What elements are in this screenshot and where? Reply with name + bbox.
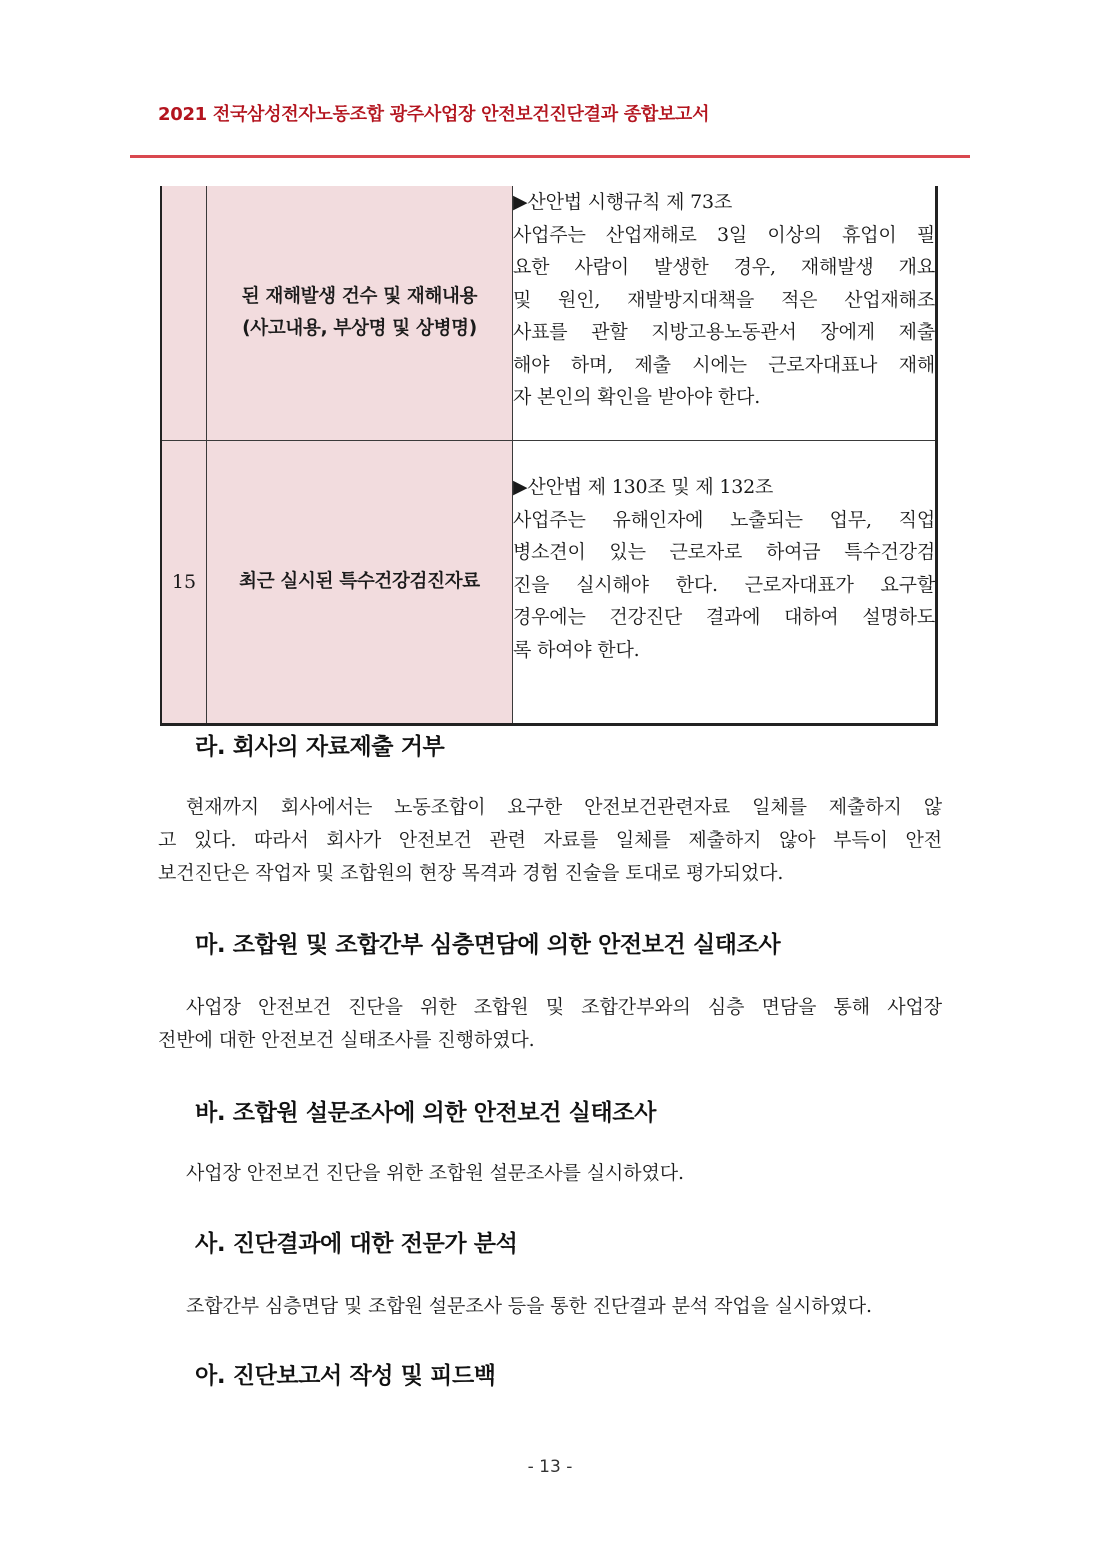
desc-line: 자 본인의 확인을 받아야 한다. (513, 386, 761, 408)
item-line: 된 재해발생 건수 및 재해내용 (241, 286, 478, 307)
row-description (513, 186, 937, 441)
section-heading: 아. 진단보고서 작성 및 피드백 (195, 1363, 496, 1389)
report-header-title: 2021 전국삼성전자노동조합 광주사업장 안전보건진단결과 종합보고서 (158, 104, 710, 125)
section-heading: 마. 조합원 및 조합간부 심층면담에 의한 안전보건 실태조사 (195, 932, 781, 958)
paragraph-line: 고 있다. 따라서 회사가 안전보건 관련 자료를 일체를 제출하지 않아 부득이 안전 (158, 829, 942, 851)
desc-line: 해야 하며, 제출 시에는 근로자대표나 재해 (513, 353, 935, 376)
desc-line: ▶산안법 시행규칙 제 73조 (513, 191, 733, 213)
page-number: - 13 - (527, 1457, 573, 1477)
row-description (513, 441, 937, 725)
paragraph-line: 보건진단은 작업자 및 조합원의 현장 목격과 경험 진술을 토대로 평가되었다. (158, 862, 784, 884)
desc-line: 사업주는 유해인자에 노출되는 업무, 직업 (513, 508, 935, 531)
header-divider (130, 155, 970, 158)
paragraph-line: 현재까지 회사에서는 노동조합이 요구한 안전보건관련자료 일체를 제출하지 않 (186, 796, 942, 818)
paragraph-line: 사업장 안전보건 진단을 위한 조합원 및 조합간부와의 심층 면담을 통해 사업장 (186, 996, 942, 1018)
section-paragraph (158, 1157, 942, 1190)
paragraph-line: 전반에 대한 안전보건 실태조사를 진행하였다. (158, 1029, 535, 1051)
desc-line: 사업주는 산업재해로 3일 이상의 휴업이 필 (513, 223, 935, 246)
desc-line: 진을 실시해야 한다. 근로자대표가 요구할 (513, 573, 935, 596)
item-line: 최근 실시된 특수건강검진자료 (239, 571, 480, 592)
section-heading: 사. 진단결과에 대한 전문가 분석 (195, 1231, 518, 1257)
paragraph-line: 조합간부 심층면담 및 조합원 설문조사 등을 통한 진단결과 분석 작업을 실시하였다. (186, 1295, 872, 1317)
table-row (161, 186, 937, 441)
desc-line: 경우에는 건강진단 결과에 대하여 설명하도 (513, 606, 935, 628)
desc-line: ▶산안법 제 130조 및 제 132조 (513, 476, 774, 498)
item-line: (사고내용, 부상명 및 상병명) (242, 318, 477, 339)
section-heading: 바. 조합원 설문조사에 의한 안전보건 실태조사 (195, 1100, 656, 1126)
section-heading: 라. 회사의 자료제출 거부 (195, 734, 445, 760)
section-paragraph (158, 1290, 942, 1323)
section-paragraph (158, 991, 942, 1057)
desc-line: 록 하여야 한다. (513, 638, 640, 661)
row-number: 15 (161, 441, 207, 725)
desc-line: 및 원인, 재발방지대책을 적은 산업재해조 (513, 288, 935, 311)
desc-line: 사표를 관할 지방고용노동관서 장에게 제출 (513, 321, 935, 343)
desc-line: 요한 사람이 발생한 경우, 재해발생 개요 (513, 256, 935, 278)
row-number (161, 186, 207, 441)
row-item (207, 186, 513, 441)
data-request-table (160, 186, 938, 726)
section-paragraph (158, 791, 942, 890)
row-item (207, 441, 513, 725)
table-row (161, 441, 937, 725)
paragraph-line: 사업장 안전보건 진단을 위한 조합원 설문조사를 실시하였다. (186, 1162, 684, 1184)
desc-line: 병소견이 있는 근로자로 하여금 특수건강검 (513, 541, 935, 563)
